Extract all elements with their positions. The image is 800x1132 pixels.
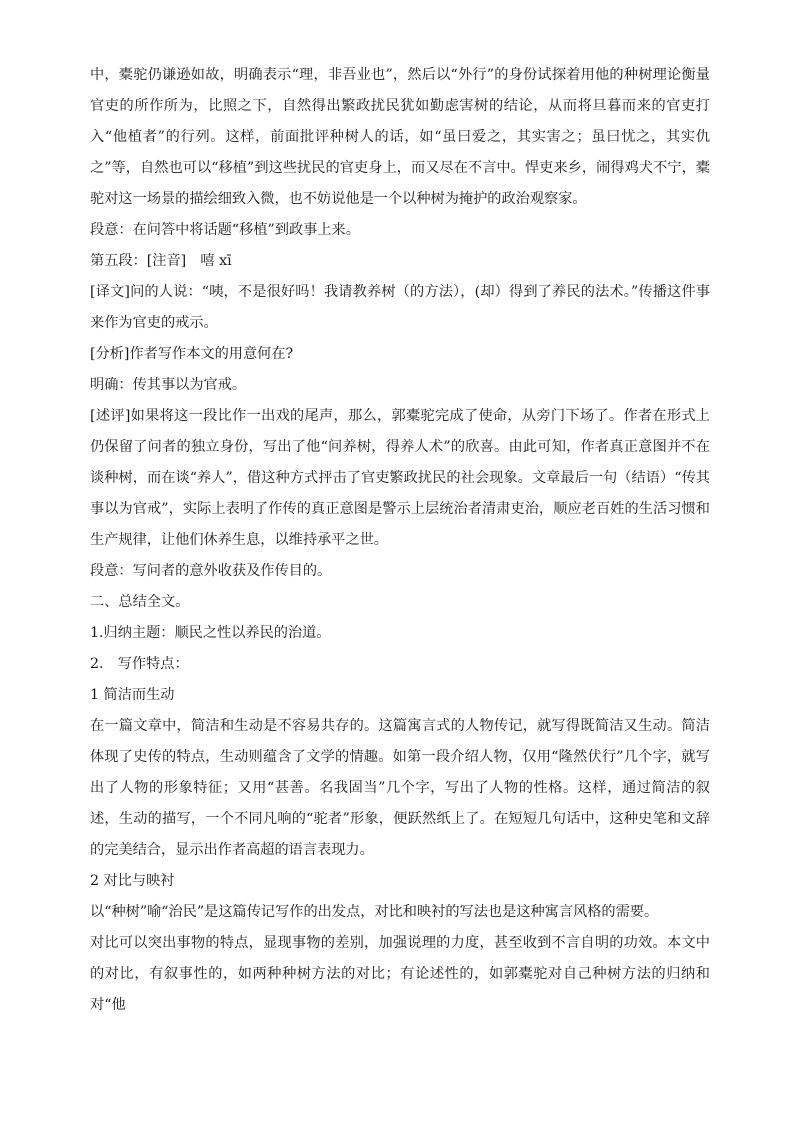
paragraph-translation: [译文]问的人说：“咦，不是很好吗！我请教养树（的方法），(却）得到了养民的法术。”传播这件事来作为官吏的戒示。 xyxy=(90,284,710,331)
paragraph-contrast: 对比可以突出事物的特点，显现事物的差别，加强说理的力度，甚至收到不言自明的功效。本文中的对比，有叙事性的，如两种种树方法的对比；有论述性的，如郭橐驼对自己种树方法的归纳和对“他 xyxy=(90,935,710,1013)
paragraph-concise: 在一篇文章中，简洁和生动是不容易共存的。这篇寓言式的人物传记，就写得既简洁又生动。简洁体现了史传的特点，生动则蕴含了文学的情趣。如第一段介绍人物，仅用“隆然伏行”几个字，就写出了人物的形象特征；又用“甚善。名我固当”几个字，写出了人物的性格。这样，通过简洁的叙述，生动的描写，一个不同凡响的“驼者”形象，便跃然纸上了。在短短几句话中，这种史笔和文辞的完美结合，显示出作者高超的语言表现力。 xyxy=(90,718,710,858)
paragraph-summary-4: 段意：在问答中将话题“移植”到政事上来。 xyxy=(90,222,360,238)
section-heading-5: 第五段：[注音] 嘻 xī xyxy=(90,253,232,269)
paragraph-contrast-intro: 以“种树”喻“治民”是这篇传记写作的出发点，对比和映衬的写法也是这种寓言风格的需要。 xyxy=(90,904,659,920)
paragraph-answer: 明确：传其事以为官戒。 xyxy=(90,377,247,393)
list-item-features: 2. 写作特点： xyxy=(90,656,189,672)
section-heading-summary: 二、总结全文。 xyxy=(90,594,190,610)
paragraph-commentary: [述评]如果将这一段比作一出戏的尾声，那么，郭橐驼完成了使命，从旁门下场了。作者在形式上仍保留了问者的独立身份，写出了他“问养树，得养人术”的欣喜。由此可知，作者真正意图并不在谈种树，而在谈“养人”，借这种方式抨击了官吏繁政扰民的社会现象。文章最后一句（结语）“传其事以为官戒”，实际上表明了作传的真正意图是警示上层统治者清肃吏治，顺应老百姓的生活习惯和生产规律，让他们休养生息，以维持承平之世。 xyxy=(90,408,710,548)
paragraph-analysis-continued: 中，橐驼仍谦逊如故，明确表示“理，非吾业也”，然后以“外行”的身份试探着用他的种树理论衡量官吏的所作所为，比照之下，自然得出繁政扰民犹如勤虑害树的结论，从而将旦暮而来的官吏打入“他植者”的行列。这样，前面批评种树人的话，如“虽曰爱之，其实害之；虽曰忧之，其实仇之”等，自然也可以“移植”到这些扰民的官吏身上，而又尽在不言中。悍吏来乡，闹得鸡犬不宁，橐驼对这一场景的描绘细致入微，也不妨说他是一个以种树为掩护的政治观察家。 xyxy=(90,67,710,207)
document-body xyxy=(90,60,710,1021)
subheading-contrast: 2 对比与映衬 xyxy=(90,873,175,889)
subheading-concise: 1 简洁而生动 xyxy=(90,687,175,703)
list-item-theme: 1.归纳主题：顺民之性以养民的治道。 xyxy=(90,625,331,641)
paragraph-summary-5: 段意：写问者的意外收获及作传目的。 xyxy=(90,563,332,579)
paragraph-analysis-question: [分析]作者写作本文的用意何在? xyxy=(90,346,294,362)
